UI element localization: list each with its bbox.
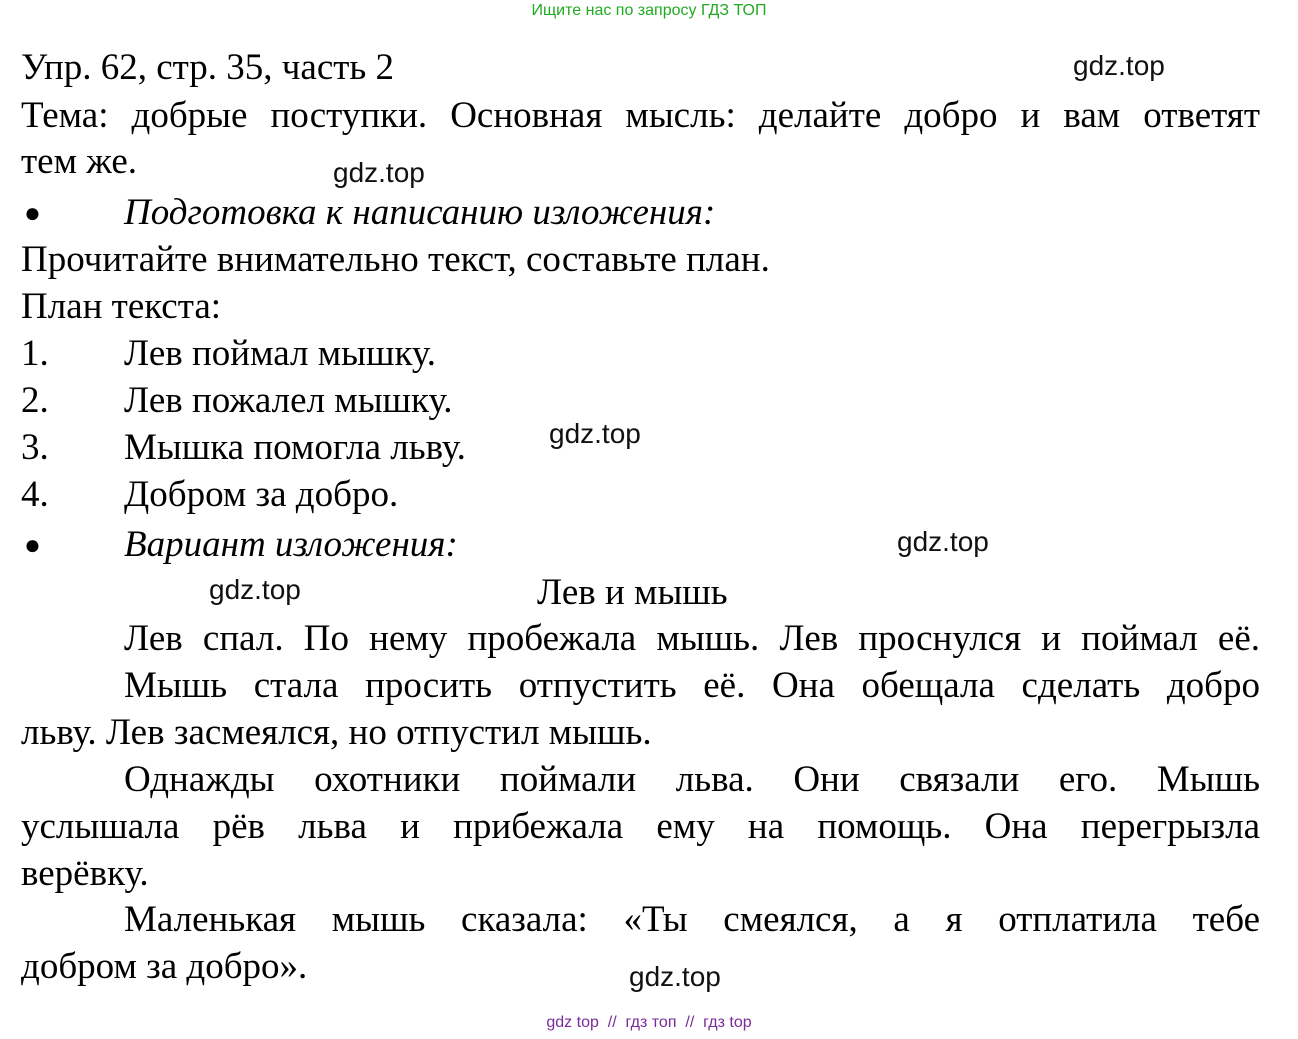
plan-item-number: 4. bbox=[21, 474, 49, 515]
bullet-icon: ● bbox=[24, 198, 41, 229]
section-label-variant: Вариант изложения: bbox=[124, 524, 458, 565]
watermark: gdz.top bbox=[897, 526, 989, 557]
watermark: gdz.top bbox=[333, 157, 425, 188]
section-label-preparation: Подготовка к написанию изложения: bbox=[124, 192, 716, 233]
plan-title: План текста: bbox=[21, 286, 222, 327]
story-paragraph-4-line-2: добром за добро». bbox=[21, 946, 308, 987]
plan-item-number: 3. bbox=[21, 427, 49, 468]
plan-item-number: 1. bbox=[21, 333, 49, 374]
story-paragraph-3-line-1: Однажды охотники поймали льва. Они связали его. Мышь bbox=[124, 759, 1260, 800]
story-title: Лев и мышь bbox=[537, 572, 728, 613]
watermark: gdz.top bbox=[629, 961, 721, 992]
story-paragraph-3-line-3: верёвку. bbox=[21, 853, 149, 894]
exercise-title: Упр. 62, стр. 35, часть 2 bbox=[21, 47, 395, 88]
watermark: gdz.top bbox=[549, 418, 641, 449]
top-banner[interactable]: Ищите нас по запросу ГДЗ ТОП bbox=[531, 2, 767, 19]
plan-item: Лев поймал мышку. bbox=[124, 333, 436, 374]
bottom-banner[interactable]: gdz top // гдз топ // гдз top bbox=[546, 1014, 752, 1031]
plan-item: Добром за добро. bbox=[124, 474, 399, 515]
bullet-icon: ● bbox=[24, 530, 41, 561]
theme-line-2: тем же. bbox=[21, 141, 138, 182]
instruction: Прочитайте внимательно текст, составьте план. bbox=[21, 239, 770, 280]
story-paragraph-3-line-2: услышала рёв льва и прибежала ему на помощь. Она перегрызла bbox=[21, 806, 1260, 847]
theme-line-1: Тема: добрые поступки. Основная мысль: делайте добро и вам ответят bbox=[21, 95, 1260, 136]
story-paragraph-2-line-1: Мышь стала просить отпустить её. Она обещала сделать добро bbox=[124, 665, 1260, 706]
plan-item: Мышка помогла льву. bbox=[124, 427, 466, 468]
story-paragraph-2-line-2: льву. Лев засмеялся, но отпустил мышь. bbox=[21, 712, 652, 753]
plan-item-number: 2. bbox=[21, 380, 49, 421]
watermark: gdz.top bbox=[209, 574, 301, 605]
story-paragraph-1: Лев спал. По нему пробежала мышь. Лев проснулся и поймал её. bbox=[124, 618, 1260, 659]
watermark: gdz.top bbox=[1073, 50, 1165, 81]
plan-item: Лев пожалел мышку. bbox=[124, 380, 453, 421]
story-paragraph-4-line-1: Маленькая мышь сказала: «Ты смеялся, а я отплатила тебе bbox=[124, 899, 1260, 940]
